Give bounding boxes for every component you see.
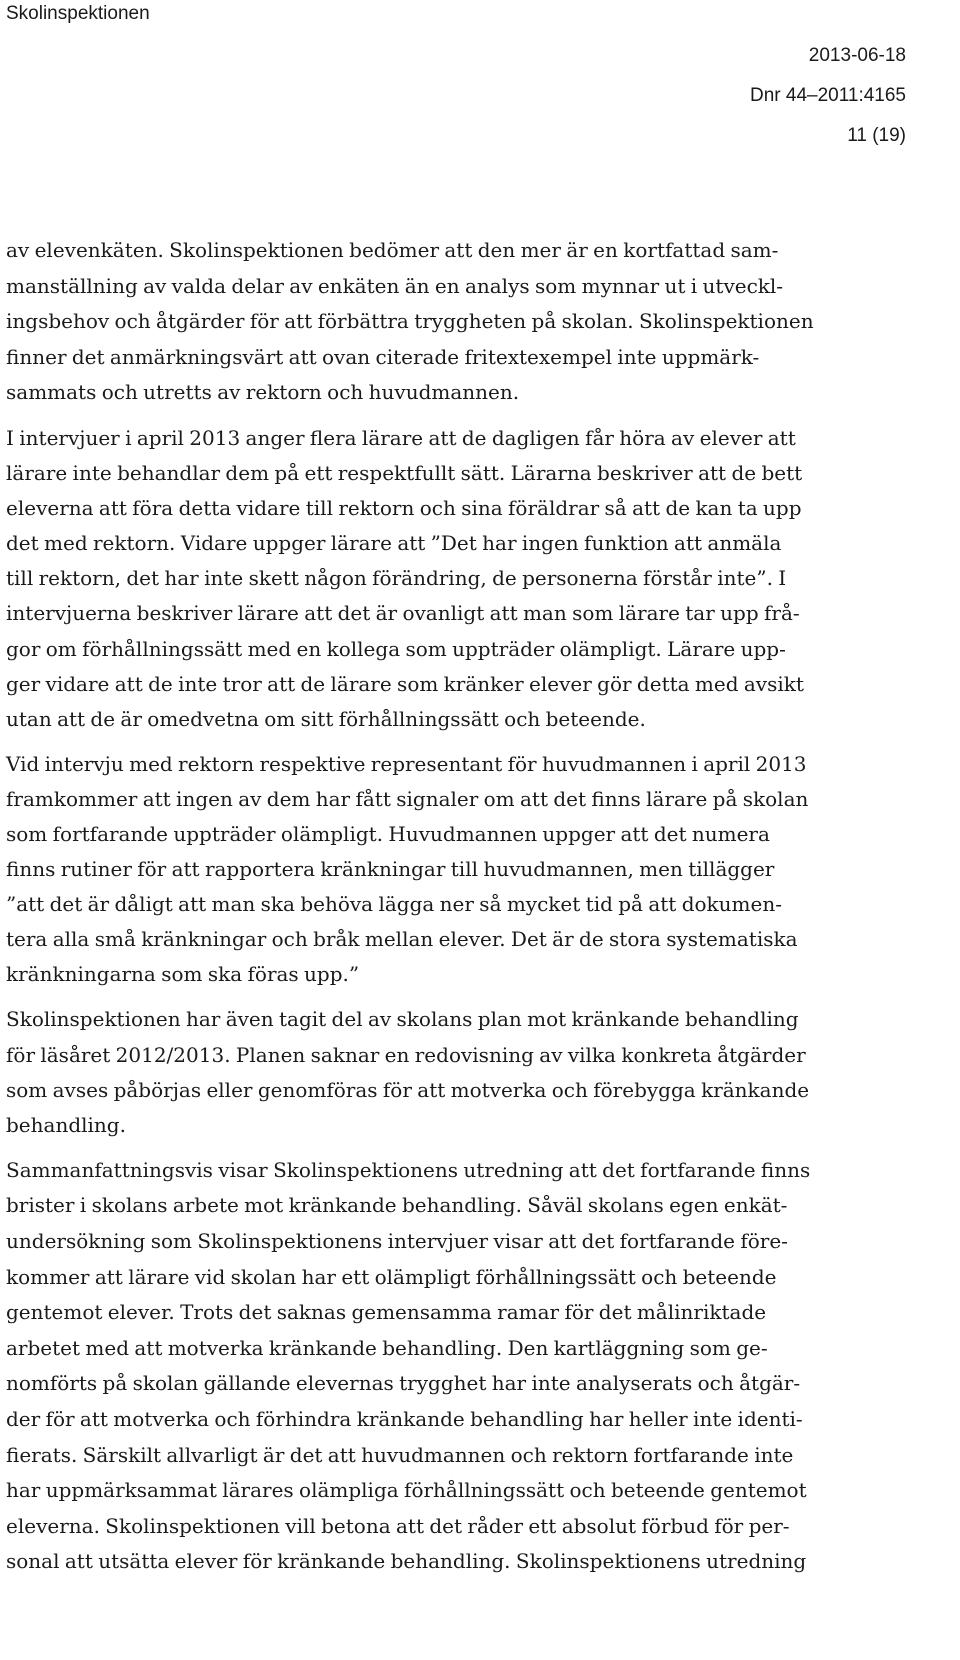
paragraph [6,1153,901,1580]
agency-name: Skolinspektionen [6,3,150,24]
document-body [6,233,901,1580]
text-line: ”att det är dåligt att man ska behöva lägga ner så mycket tid på att dokumen- [6,892,782,917]
text-line: ingsbehov och åtgärder för att förbättra tryggheten på skolan. Skolinspektionen [6,309,814,334]
text-line: undersökning som Skolinspektionens intervjuer visar att det fortfarande före- [6,1229,788,1254]
text-line: finner det anmärkningsvärt att ovan citerade fritextexempel inte uppmärk- [6,344,760,369]
text-line: manställning av valda delar av enkäten än en analys som mynnar ut i utveckl- [6,273,784,298]
text-line: till rektorn, det har inte skett någon förändring, de personerna förstår inte”. I [6,566,787,591]
text-line: Skolinspektionen har även tagit del av skolans plan mot kränkande behandling [6,1007,799,1032]
text-line: som avses påbörjas eller genomföras för att motverka och förebygga kränkande [6,1077,810,1102]
text-line: finns rutiner för att rapportera kränkningar till huvudmannen, men tillägger [6,857,775,882]
text-line: gor om förhållningssätt med en kollega som uppträder olämpligt. Lärare upp- [6,636,786,661]
text-line: der för att motverka och förhindra kränkande behandling har heller inte identi- [6,1407,803,1431]
text-line: det med rektorn. Vidare uppger lärare att ”Det har ingen funktion att anmäla [6,531,782,556]
text-line: Vid intervju med rektorn respektive representant för huvudmannen i april 2013 [6,751,807,776]
page-number: 11 (19) [847,125,906,146]
text-line: för läsåret 2012/2013. Planen saknar en redovisning av vilka konkreta åtgärder [6,1042,806,1067]
text-line: gentemot elever. Trots det saknas gemensamma ramar för det målinriktade [6,1300,767,1325]
text-line: framkommer att ingen av dem har fått signaler om att det finns lärare på skolan [6,786,809,811]
document-meta [750,36,906,156]
text-line: brister i skolans arbete mot kränkande behandling. Såväl skolans egen enkät- [6,1193,788,1218]
text-line: I intervjuer i april 2013 anger flera lärare att de dagligen får höra av elever att [6,425,796,450]
text-line: sonal att utsätta elever för kränkande behandling. Skolinspektionens utredning [6,1549,807,1574]
text-line: tera alla små kränkningar och bråk mellan elever. Det är de stora systematiska [6,927,798,952]
text-line: av elevenkäten. Skolinspektionen bedömer att den mer är en kortfattad sam- [6,238,779,262]
text-line: intervjuerna beskriver lärare att det är ovanligt att man som lärare tar upp frå- [6,601,800,626]
text-line: lärare inte behandlar dem på ett respektfullt sätt. Lärarna beskriver att de bett [6,461,803,486]
text-line: som fortfarande uppträder olämpligt. Huvudmannen uppger att det numera [6,822,770,846]
text-line: kommer att lärare vid skolan har ett olämpligt förhållningssätt och beteende [6,1264,777,1289]
text-line: nomförts på skolan gällande elevernas trygghet har inte analyserats och åtgär- [6,1371,801,1396]
text-line: eleverna. Skolinspektionen vill betona att det råder ett absolut förbud för per- [6,1513,790,1538]
text-line: kränkningarna som ska föras upp.” [6,962,360,987]
text-line: ger vidare att de inte tror att de lärare som kränker elever gör detta med avsikt [6,671,804,696]
text-line: har uppmärksammat lärares olämpliga förhållningssätt och beteende gentemot [6,1478,807,1503]
paragraph [6,747,901,993]
text-line: Sammanfattningsvis visar Skolinspektionens utredning att det fortfarande finns [6,1157,811,1182]
text-line: arbetet med att motverka kränkande behandling. Den kartläggning som ge- [6,1335,768,1360]
text-line: utan att de är omedvetna om sitt förhållningssätt och beteende. [6,706,646,731]
text-line: eleverna att föra detta vidare till rektorn och sina föräldrar så att de kan ta upp [6,496,802,521]
document-date: 2013-06-18 [808,45,906,66]
paragraph [6,1002,901,1142]
text-line: behandling. [6,1112,126,1137]
page-header [0,0,960,170]
text-line: sammats och utretts av rektorn och huvudmannen. [6,380,520,405]
text-line: fierats. Särskilt allvarligt är det att huvudmannen och rektorn fortfarande inte [6,1442,794,1467]
paragraph [6,233,901,411]
document-dnr: Dnr 44–2011:4165 [750,85,906,106]
paragraph [6,421,901,737]
